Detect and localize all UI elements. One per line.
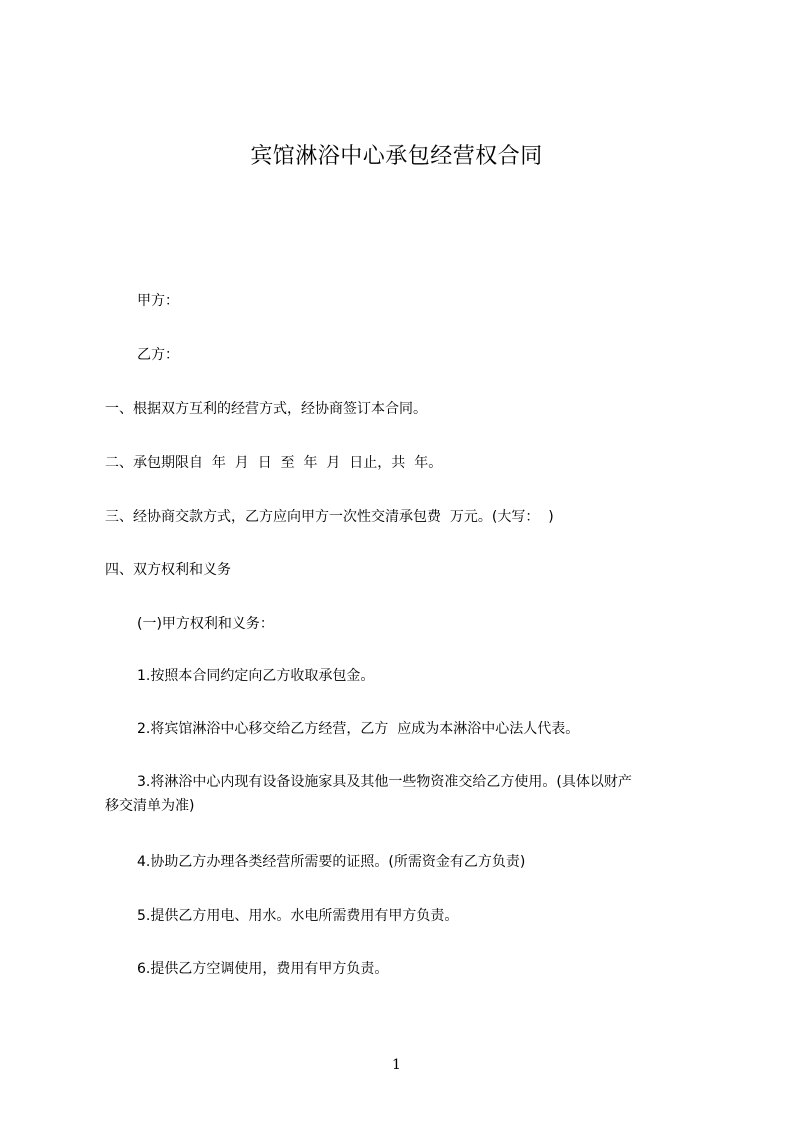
item-6: 6.提供乙方空调使用，费用有甲方负责。 xyxy=(137,961,389,977)
party-b-line: 乙方： xyxy=(137,347,179,363)
clause-2: 二、承包期限自 年 月 日 至 年 月 日止，共 年。 xyxy=(105,455,443,471)
item-3-line-1: 3.将淋浴中心内现有设备设施家具及其他一些物资准交给乙方使用。(具体以财产 xyxy=(137,774,632,790)
document-title: 宾馆淋浴中心承包经营权合同 xyxy=(250,144,543,169)
page-number: 1 xyxy=(392,1057,401,1073)
item-5: 5.提供乙方用电、用水。水电所需费用有甲方负责。 xyxy=(137,908,459,924)
item-3-line-2: 移交清单为准) xyxy=(105,798,195,814)
party-a-line: 甲方： xyxy=(137,293,179,309)
item-4: 4.协助乙方办理各类经营所需要的证照。(所需资金有乙方负责) xyxy=(137,854,526,870)
clause-3: 三、经协商交款方式，乙方应向甲方一次性交清承包费 万元。(大写： ) xyxy=(105,509,554,525)
item-2: 2.将宾馆淋浴中心移交给乙方经营，乙方 应成为本淋浴中心法人代表。 xyxy=(137,721,580,737)
clause-4: 四、双方权利和义务 xyxy=(105,562,231,578)
item-1: 1.按照本合同约定向乙方收取承包金。 xyxy=(137,668,375,684)
section-party-a-rights: (一)甲方权利和义务： xyxy=(137,616,274,632)
clause-1: 一、根据双方互利的经营方式，经协商签订本合同。 xyxy=(105,401,427,417)
